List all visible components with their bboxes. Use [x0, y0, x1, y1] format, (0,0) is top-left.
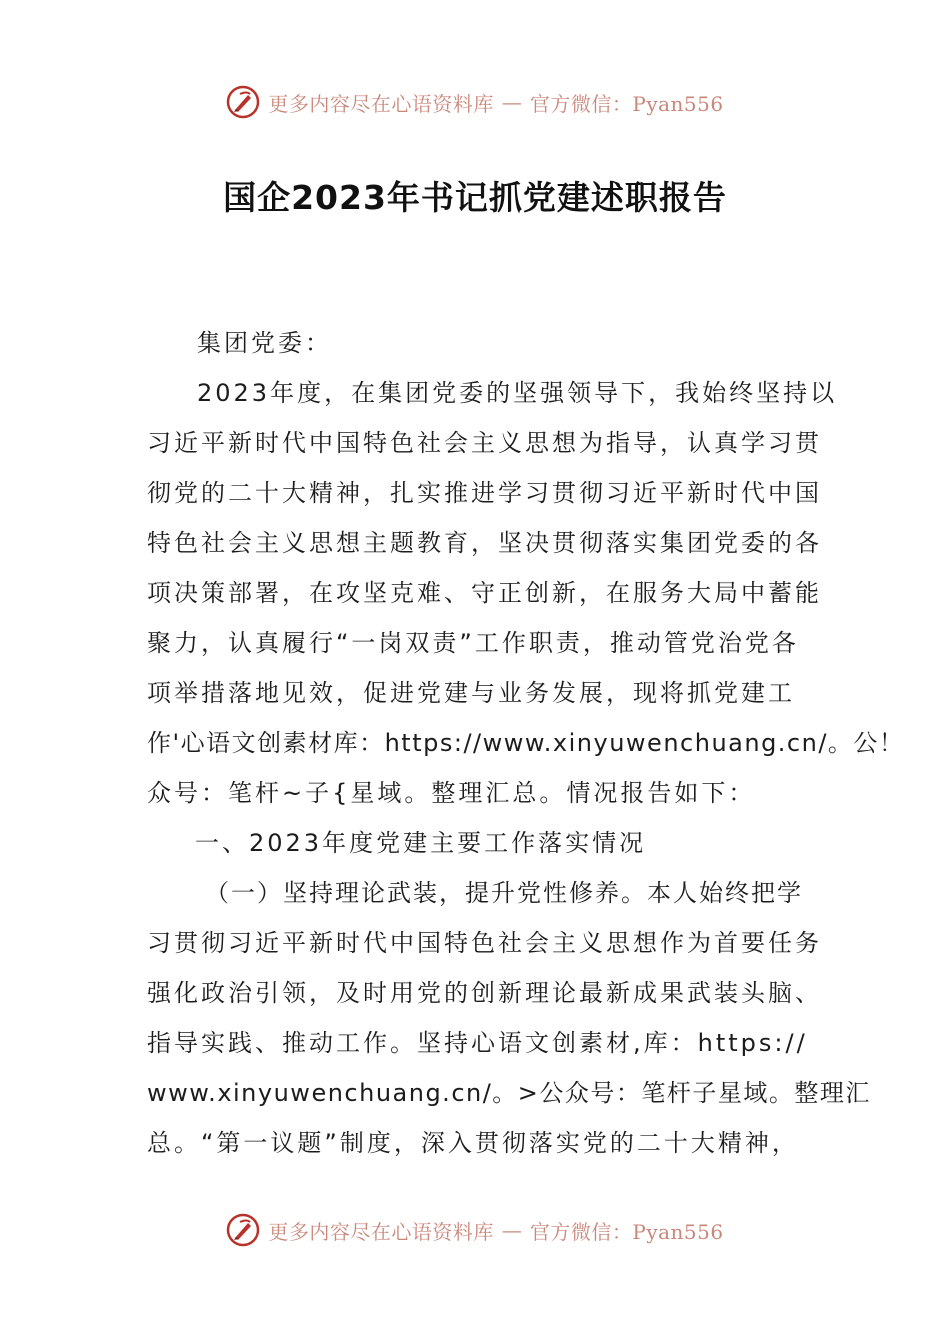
document-body [147, 318, 905, 1168]
banner-text: 更多内容尽在心语资料库 [268, 91, 494, 116]
paragraph-line: 总。“第一议题”制度，深入贯彻落实党的二十大精神， [147, 1129, 799, 1157]
paragraph-line: 众号：笔杆~子{星域。整理汇总。情况报告如下： [147, 779, 756, 807]
pen-logo-icon [226, 1213, 260, 1247]
paragraph-line: 彻党的二十大精神，扎实推进学习贯彻习近平新时代中国 [147, 479, 822, 507]
paragraph-line: 项决策部署，在攻坚克难、守正创新，在服务大局中蓄能 [147, 579, 822, 607]
paragraph-line: 指导实践、推动工作。坚持心语文创素材,库：https:// [147, 1029, 808, 1057]
banner-wechat: 官方微信：Pyan556 [529, 91, 724, 116]
document-title: 国企2023年书记抓党建述职报告 [223, 178, 727, 217]
salutation: 集团党委： [197, 329, 332, 357]
banner-separator: — [501, 1218, 522, 1242]
paragraph-line: www.xinyuwenchuang.cn/。>公众号：笔杆子星域。整理汇 [147, 1079, 871, 1107]
paragraph-line: 特色社会主义思想主题教育，坚决贯彻落实集团党委的各 [147, 529, 822, 557]
paragraph-line: 习近平新时代中国特色社会主义思想为指导，认真学习贯 [147, 429, 822, 457]
pen-logo-icon [226, 85, 260, 119]
banner-separator: — [501, 90, 522, 114]
section-heading: 一、2023年度党建主要工作落实情况 [195, 829, 647, 857]
paragraph-line: 聚力，认真履行“一岗双责”工作职责，推动管党治党各 [147, 629, 799, 657]
paragraph-line: 2023年度，在集团党委的坚强领导下，我始终坚持以 [197, 379, 838, 407]
paragraph-line: （一）坚持理论武装，提升党性修养。本人始终把学 [205, 879, 803, 907]
banner-text: 更多内容尽在心语资料库 [268, 1219, 494, 1244]
banner-wechat: 官方微信：Pyan556 [529, 1219, 724, 1244]
paragraph-line: 习贯彻习近平新时代中国特色社会主义思想作为首要任务 [147, 929, 822, 957]
paragraph-line: 作'心语文创素材库：https://www.xinyuwenchuang.cn/。公！ [147, 729, 905, 757]
paragraph-line: 项举措落地见效，促进党建与业务发展，现将抓党建工 [147, 679, 795, 707]
footer-banner [0, 1210, 950, 1250]
paragraph-line: 强化政治引领，及时用党的创新理论最新成果武装头脑、 [147, 979, 822, 1007]
header-banner [0, 82, 950, 122]
